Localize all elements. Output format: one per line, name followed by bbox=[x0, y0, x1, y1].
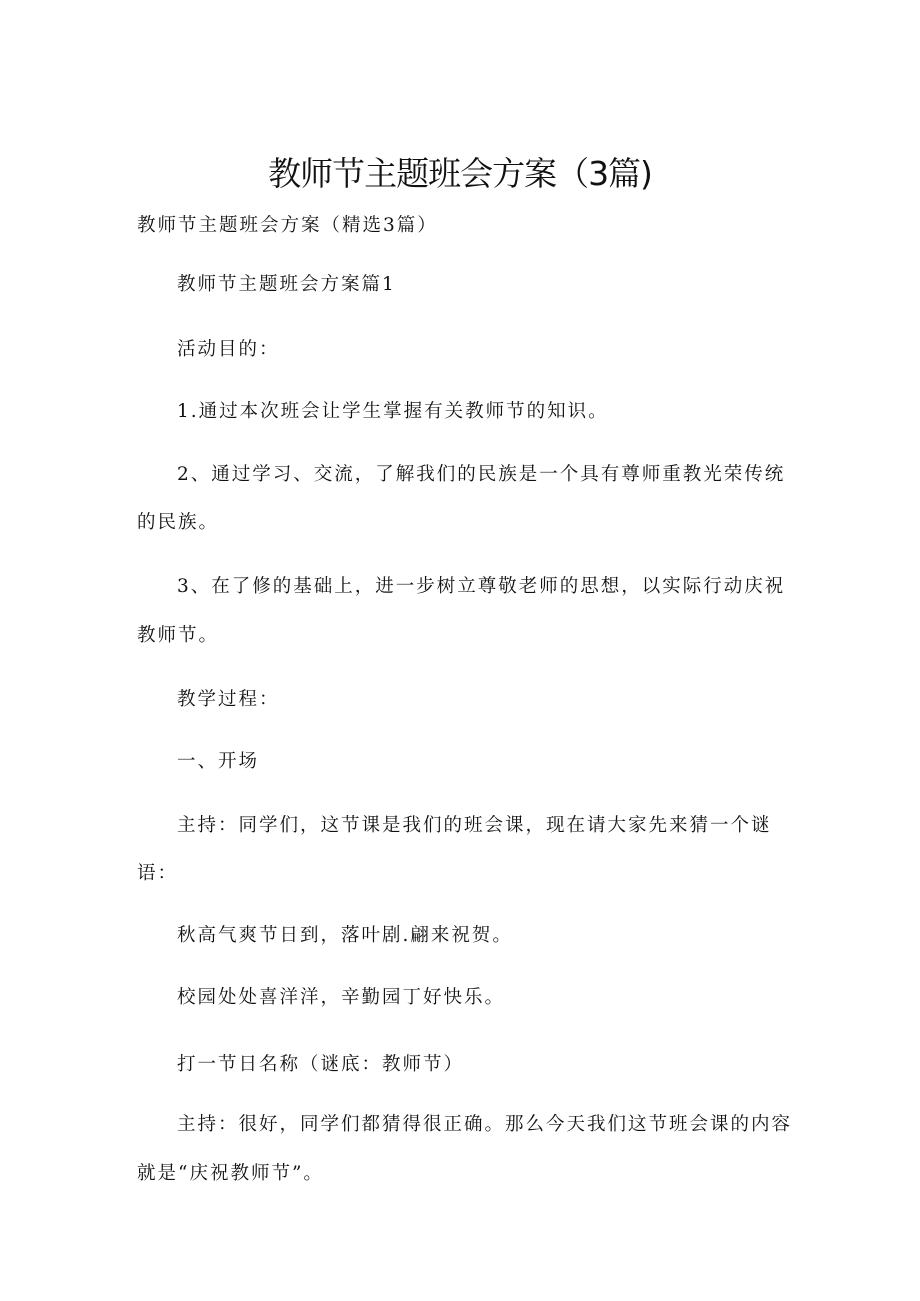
part-1-heading: 一、开场 bbox=[177, 751, 260, 772]
host-paragraph-2-line-1: 主持：很好，同学们都猜得很正确。那么今天我们这节班会课的内容 bbox=[177, 1114, 793, 1135]
host-paragraph-1-line-2: 语： bbox=[137, 863, 179, 884]
riddle-line-2: 校园处处喜洋洋，辛勤园丁好快乐。 bbox=[177, 987, 506, 1008]
document-subtitle: 教师节主题班会方案（精选3篇） bbox=[137, 215, 438, 236]
document-title: 教师节主题班会方案（3篇) bbox=[268, 154, 652, 193]
riddle-answer: 打一节日名称（谜底：教师节） bbox=[177, 1054, 465, 1075]
goal-heading: 活动目的： bbox=[177, 339, 280, 360]
host-paragraph-2-line-2: 就是“庆祝教师节”。 bbox=[137, 1163, 324, 1184]
section-heading: 教师节主题班会方案篇1 bbox=[177, 274, 396, 295]
host-paragraph-1-line-1: 主持：同学们，这节课是我们的班会课，现在请大家先来猜一个谜 bbox=[177, 815, 772, 836]
goal-item-3-line-2: 教师节。 bbox=[137, 625, 220, 646]
goal-item-2-line-1: 2、通过学习、交流，了解我们的民族是一个具有尊师重教光荣传统 bbox=[177, 464, 786, 485]
goal-item-3-line-1: 3、在了修的基础上，进一步树立尊敬老师的思想，以实际行动庆祝 bbox=[177, 576, 786, 597]
riddle-line-1: 秋高气爽节日到，落叶剧.翩来祝贺。 bbox=[177, 925, 513, 946]
goal-item-2-line-2: 的民族。 bbox=[137, 512, 220, 533]
goal-item-1: 1.通过本次班会让学生掌握有关教师节的知识。 bbox=[177, 401, 609, 422]
process-heading: 教学过程： bbox=[177, 689, 280, 710]
